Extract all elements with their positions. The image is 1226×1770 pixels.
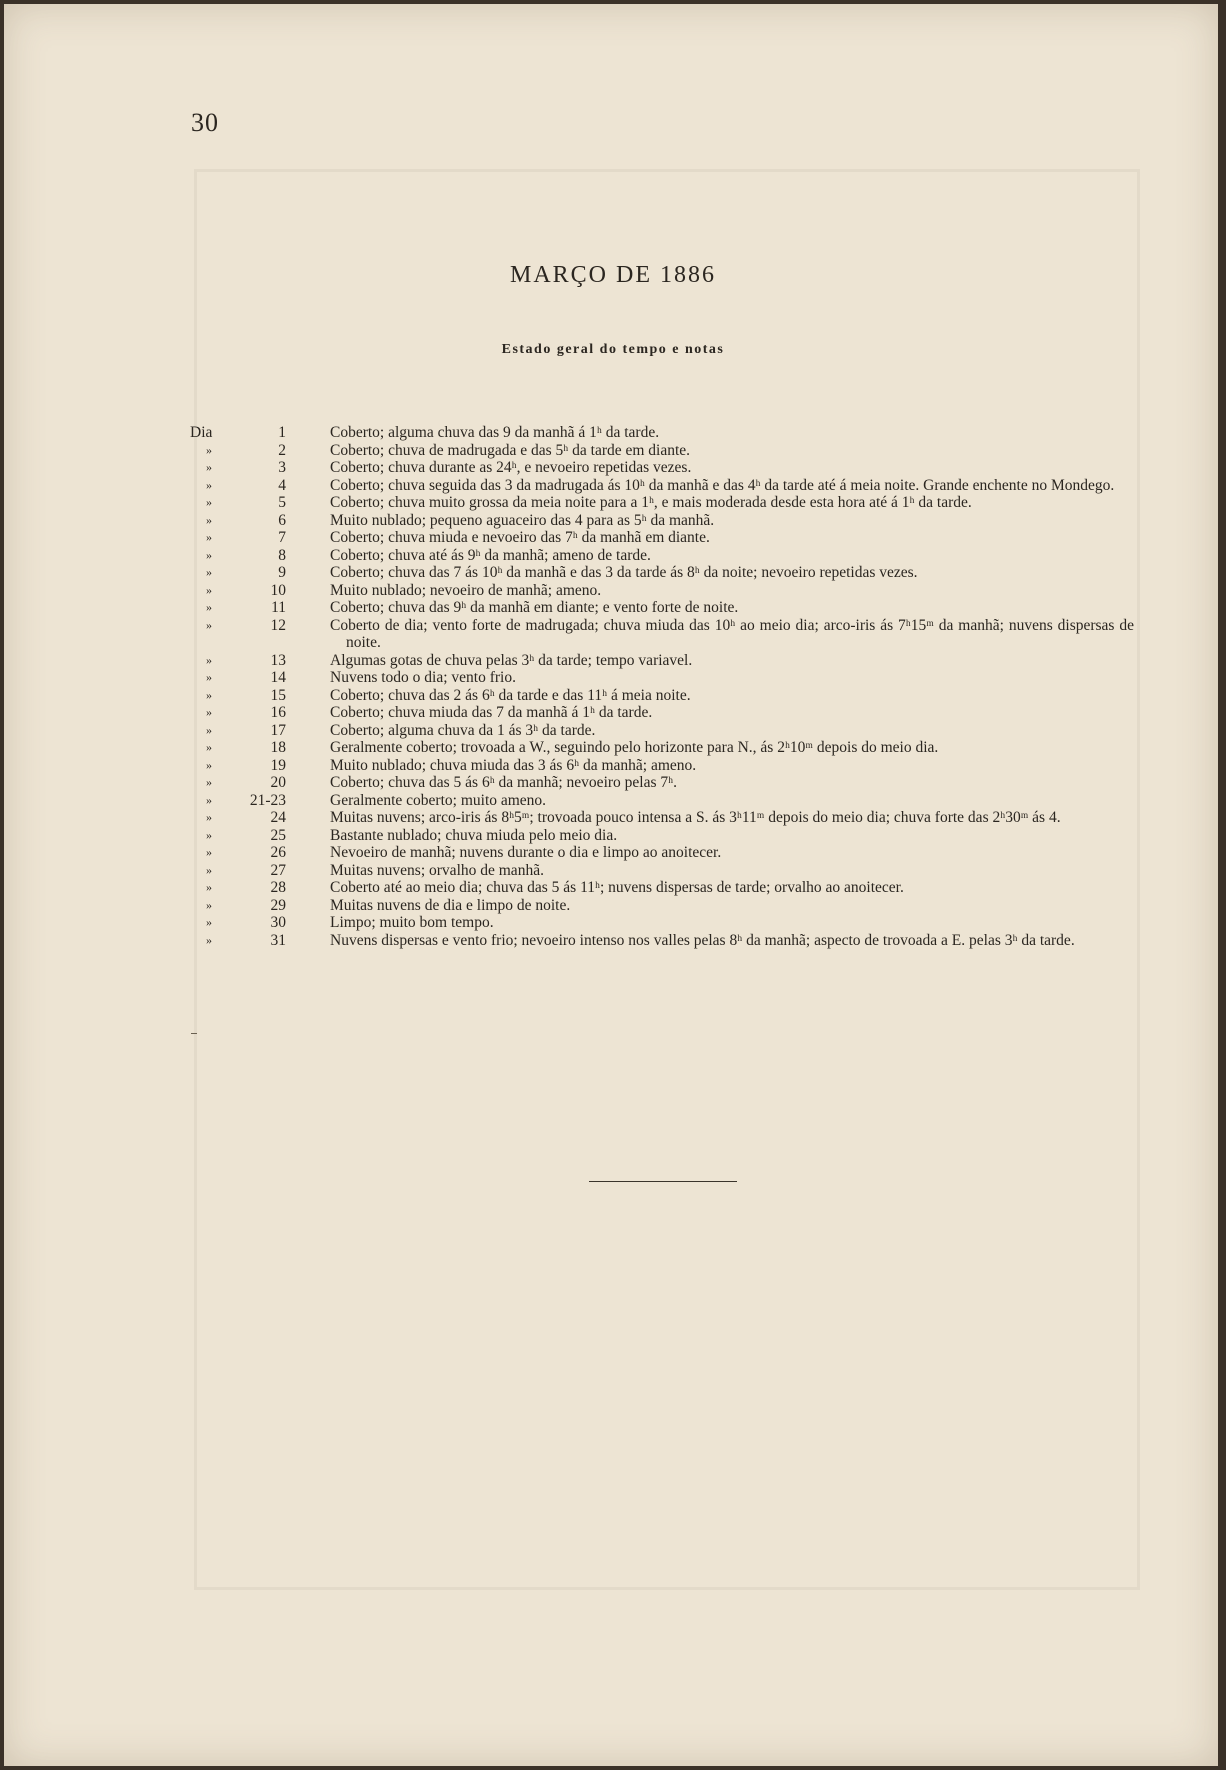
list-item bbox=[190, 424, 1134, 442]
weather-note: Nuvens dispersas e vento frio; nevoeiro intenso nos valles pelas 8ʰ da manhã; aspecto de trovoada a E. pelas 3ʰ da tarde. bbox=[330, 931, 1075, 949]
weather-note: Coberto; chuva miuda e nevoeiro das 7ʰ da manhã em diante. bbox=[330, 529, 710, 546]
day-number: 7 bbox=[278, 529, 286, 546]
list-item bbox=[190, 529, 1134, 547]
weather-note: Coberto; chuva de madrugada e das 5ʰ da tarde em diante. bbox=[330, 441, 691, 459]
ditto-mark: » bbox=[206, 862, 212, 877]
page-title: MARÇO DE 1886 bbox=[509, 262, 716, 288]
ditto-mark: » bbox=[206, 722, 212, 737]
ditto-mark: » bbox=[206, 845, 212, 859]
list-item bbox=[190, 722, 1134, 740]
list-item bbox=[190, 669, 1134, 687]
weather-note: Bastante nublado; chuva miuda pelo meio dia. bbox=[330, 826, 618, 844]
list-item bbox=[190, 774, 1134, 792]
day-number: 12 bbox=[270, 616, 286, 634]
day-number: 30 bbox=[270, 914, 286, 931]
list-item bbox=[190, 704, 1134, 722]
weather-note: Coberto; chuva das 7 ás 10ʰ da manhã e das 3 da tarde ás 8ʰ da noite; nevoeiro repetidas vezes. bbox=[330, 564, 918, 581]
ditto-mark: » bbox=[206, 687, 212, 702]
weather-note: Nuvens todo o dia; vento frio. bbox=[330, 669, 516, 686]
list-item bbox=[190, 477, 1134, 495]
list-item bbox=[190, 809, 1134, 827]
weather-note: Coberto de dia; vento forte de madrugada; chuva miuda das 10ʰ ao meio dia; arco-iris ás 7ʰ15ᵐ da manhã; nuvens dispersas de noite. bbox=[330, 616, 1134, 651]
day-number: 31 bbox=[270, 931, 286, 949]
list-item bbox=[190, 932, 1134, 950]
section-subtitle: Estado geral do tempo e notas bbox=[501, 342, 725, 357]
ditto-mark: » bbox=[206, 495, 212, 509]
ditto-mark: » bbox=[206, 670, 212, 684]
list-item bbox=[190, 547, 1134, 565]
ditto-mark: » bbox=[206, 792, 212, 807]
ditto-mark: » bbox=[206, 775, 212, 789]
ditto-mark: » bbox=[206, 757, 212, 772]
ditto-mark: » bbox=[206, 460, 212, 474]
ditto-mark: » bbox=[206, 897, 212, 912]
end-rule bbox=[589, 1181, 737, 1182]
day-number: 9 bbox=[278, 564, 286, 581]
ditto-mark: » bbox=[206, 600, 212, 614]
day-label: Dia bbox=[190, 424, 213, 441]
day-number: 25 bbox=[270, 826, 286, 844]
ditto-mark: » bbox=[206, 740, 212, 754]
weather-note: Geralmente coberto; muito ameno. bbox=[330, 791, 547, 809]
list-item bbox=[190, 582, 1134, 600]
day-number: 16 bbox=[270, 704, 286, 721]
ditto-mark: » bbox=[206, 827, 212, 842]
weather-note: Muito nublado; nevoeiro de manhã; ameno. bbox=[330, 581, 602, 599]
ditto-mark: » bbox=[206, 512, 212, 527]
day-number: 27 bbox=[270, 861, 286, 879]
weather-note: Coberto; chuva das 5 ás 6ʰ da manhã; nevoeiro pelas 7ʰ. bbox=[330, 774, 677, 791]
weather-note: Coberto; chuva até ás 9ʰ da manhã; ameno de tarde. bbox=[330, 546, 651, 564]
list-item bbox=[190, 879, 1134, 897]
list-item bbox=[190, 792, 1134, 810]
day-number: 24 bbox=[270, 809, 286, 826]
list-item bbox=[190, 914, 1134, 932]
list-item bbox=[190, 599, 1134, 617]
weather-note: Coberto; chuva miuda das 7 da manhã á 1ʰ da tarde. bbox=[330, 704, 653, 721]
page-number: 30 bbox=[191, 108, 219, 137]
ditto-mark: » bbox=[206, 565, 212, 579]
day-number: 13 bbox=[270, 651, 286, 669]
day-number: 6 bbox=[278, 511, 286, 529]
list-item bbox=[190, 739, 1134, 757]
weather-note: Muitas nuvens de dia e limpo de noite. bbox=[330, 896, 571, 914]
day-number: 5 bbox=[278, 494, 286, 511]
ditto-mark: » bbox=[206, 547, 212, 562]
day-number: 3 bbox=[278, 459, 286, 476]
day-number: 20 bbox=[270, 774, 286, 791]
ditto-mark: » bbox=[206, 530, 212, 544]
ditto-mark: » bbox=[206, 880, 212, 894]
weather-note: Coberto; chuva muito grossa da meia noite para a 1ʰ, e mais moderada desde esta hora até á 1ʰ da tarde. bbox=[330, 494, 972, 511]
day-number: 2 bbox=[278, 441, 286, 459]
weather-note: Limpo; muito bom tempo. bbox=[330, 914, 494, 931]
day-number: 15 bbox=[270, 686, 286, 704]
weather-note: Coberto; alguma chuva das 9 da manhã á 1ʰ da tarde. bbox=[330, 424, 660, 441]
weather-note: Coberto; alguma chuva da 1 ás 3ʰ da tarde. bbox=[330, 721, 596, 739]
list-item bbox=[190, 617, 1134, 652]
day-number: 28 bbox=[270, 879, 286, 896]
weather-note: Muito nublado; pequeno aguaceiro das 4 para as 5ʰ da manhã. bbox=[330, 511, 715, 529]
list-item bbox=[190, 564, 1134, 582]
weather-note: Geralmente coberto; trovoada a W., seguindo pelo horizonte para N., ás 2ʰ10ᵐ depois do meio dia. bbox=[330, 739, 939, 756]
weather-note: Algumas gotas de chuva pelas 3ʰ da tarde; tempo variavel. bbox=[330, 651, 693, 669]
day-number: 19 bbox=[270, 756, 286, 774]
ditto-mark: » bbox=[206, 932, 212, 947]
day-number: 14 bbox=[270, 669, 286, 686]
day-number: 17 bbox=[270, 721, 286, 739]
list-item bbox=[190, 442, 1134, 460]
day-number: 21-23 bbox=[249, 791, 286, 809]
day-number: 18 bbox=[270, 739, 286, 756]
list-item bbox=[190, 827, 1134, 845]
day-number: 10 bbox=[270, 581, 286, 599]
ditto-mark: » bbox=[206, 705, 212, 719]
weather-note: Nevoeiro de manhã; nuvens durante o dia e limpo ao anoitecer. bbox=[330, 844, 722, 861]
weather-note: Coberto; chuva das 2 ás 6ʰ da tarde e das 11ʰ á meia noite. bbox=[330, 686, 691, 704]
ditto-mark: » bbox=[206, 442, 212, 457]
day-number: 8 bbox=[278, 546, 286, 564]
weather-note: Muitas nuvens; orvalho de manhã. bbox=[330, 861, 544, 879]
list-item bbox=[190, 897, 1134, 915]
weather-note: Coberto; chuva durante as 24ʰ, e nevoeiro repetidas vezes. bbox=[330, 459, 692, 476]
weather-note: Coberto até ao meio dia; chuva das 5 ás 11ʰ; nuvens dispersas de tarde; orvalho ao anoitecer. bbox=[330, 879, 904, 896]
ditto-mark: » bbox=[206, 582, 212, 597]
list-item bbox=[190, 494, 1134, 512]
list-item bbox=[190, 862, 1134, 880]
list-item bbox=[190, 459, 1134, 477]
weather-note: Coberto; chuva das 9ʰ da manhã em diante; e vento forte de noite. bbox=[330, 599, 739, 616]
day-number: 4 bbox=[278, 476, 286, 494]
day-number: 26 bbox=[270, 844, 286, 861]
weather-note: Muitas nuvens; arco-iris ás 8ʰ5ᵐ; trovoada pouco intensa a S. ás 3ʰ11ᵐ depois do meio dia; chuva forte das 2ʰ30ᵐ ás 4. bbox=[330, 809, 1061, 826]
list-item bbox=[190, 844, 1134, 862]
day-number: 1 bbox=[278, 424, 286, 441]
weather-note: Coberto; chuva seguida das 3 da madrugada ás 10ʰ da manhã e das 4ʰ da tarde até á meia noite. Grande enchente no Mondego. bbox=[330, 476, 1115, 494]
ditto-mark: » bbox=[206, 810, 212, 824]
list-item bbox=[190, 757, 1134, 775]
day-number: 29 bbox=[270, 896, 286, 914]
ditto-mark: » bbox=[206, 477, 212, 492]
ditto-mark: » bbox=[206, 915, 212, 929]
list-item bbox=[190, 652, 1134, 670]
margin-dash bbox=[191, 1033, 197, 1034]
ditto-mark: » bbox=[206, 652, 212, 667]
ditto-mark: » bbox=[206, 617, 212, 632]
weather-notes-list bbox=[190, 424, 1134, 949]
list-item bbox=[190, 687, 1134, 705]
day-number: 11 bbox=[271, 599, 286, 616]
list-item bbox=[190, 512, 1134, 530]
weather-note: Muito nublado; chuva miuda das 3 ás 6ʰ da manhã; ameno. bbox=[330, 756, 697, 774]
